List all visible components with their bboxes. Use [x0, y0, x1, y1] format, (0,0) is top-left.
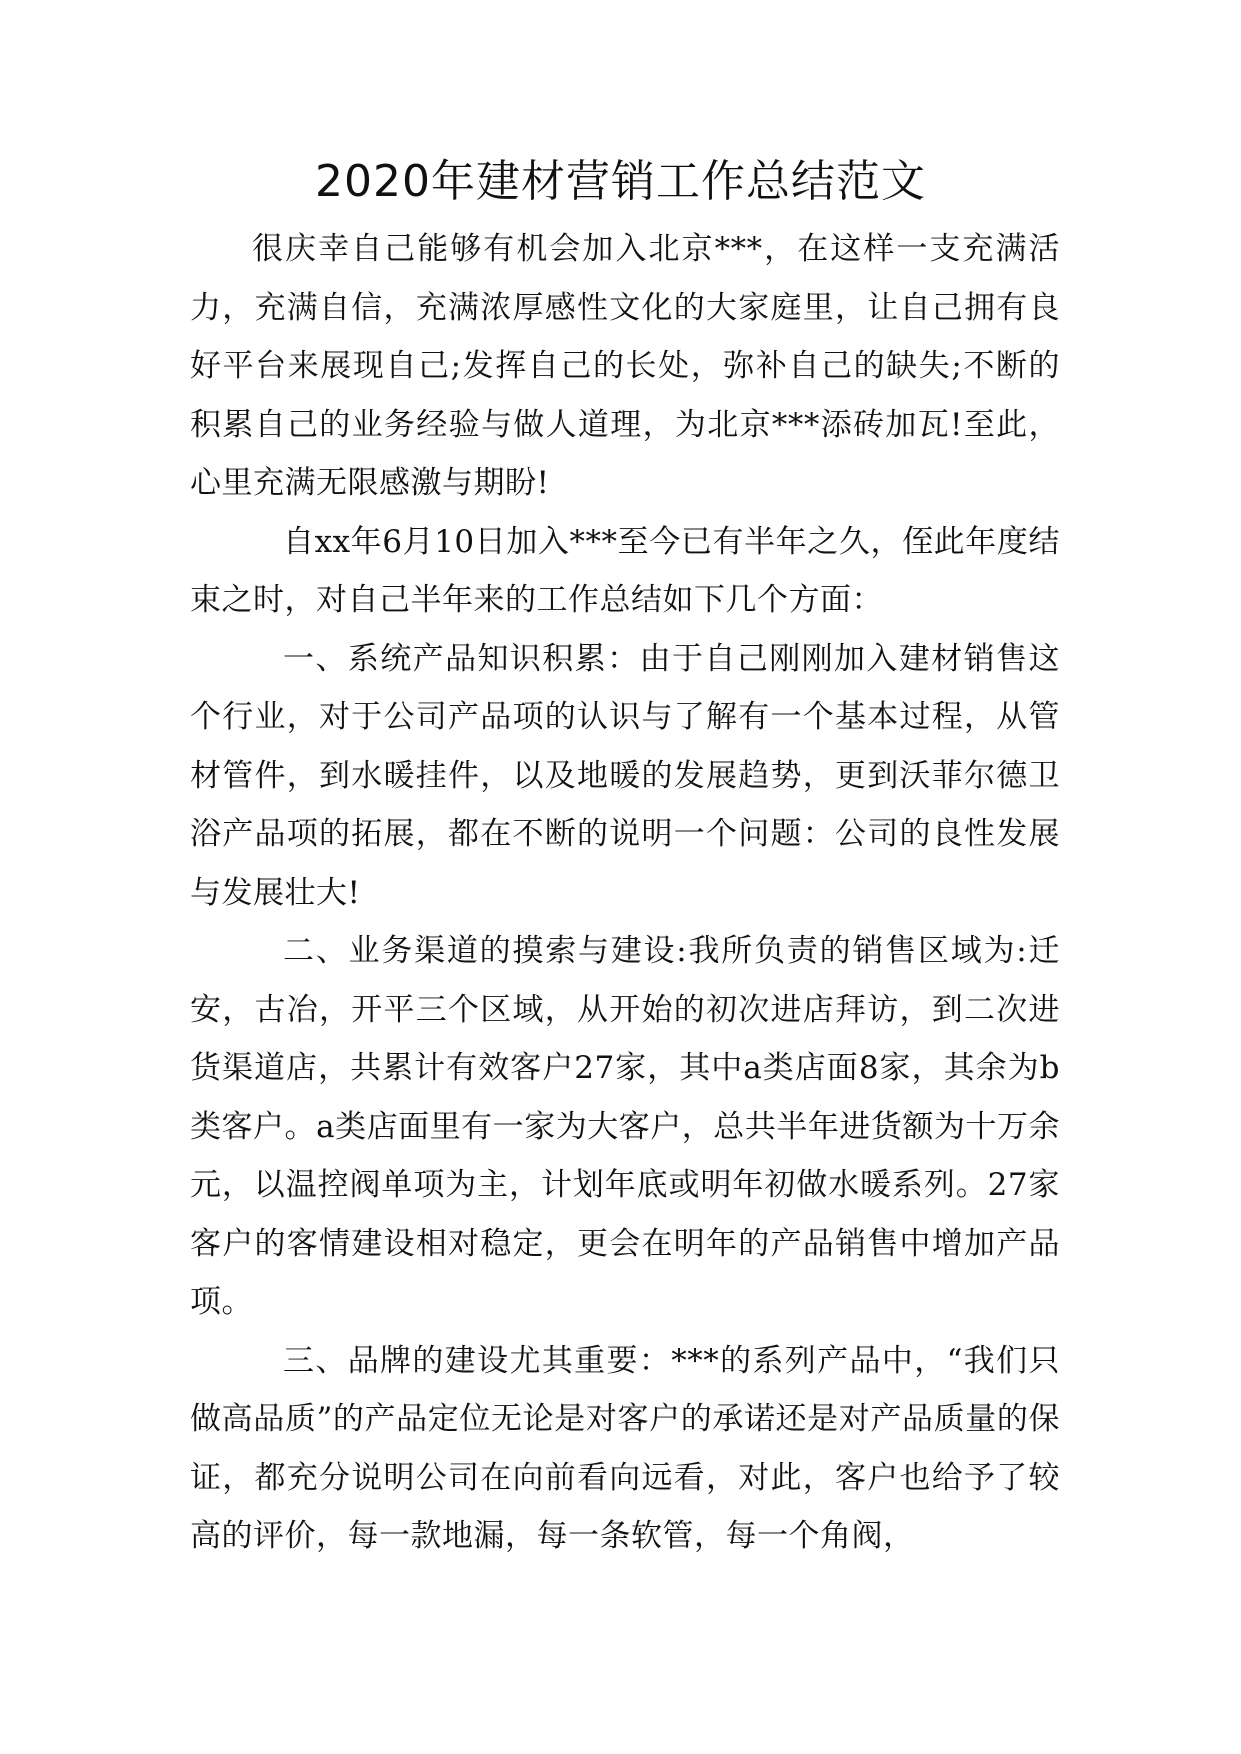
paragraph-summary-lead: 自xx年6月10日加入***至今已有半年之久，侄此年度结束之时，对自己半年来的工作总结如下几个方面： — [190, 523, 1060, 618]
document-title: 2020年建材营销工作总结范文 — [315, 156, 926, 207]
paragraph-section-2: 二、业务渠道的摸索与建设:我所负责的销售区域为:迁安，古冶，开平三个区域，从开始的初次进店拜访，到二次进货渠道店，共累计有效客户27家，其中a类店面8家，其余为b类客户。a类店面里有一家为大客户，总共半年进货额为十万余元，以温控阀单项为主，计划年底或明年初做水暖系列。27家客户的客情建设相对稳定，更会在明年的产品销售中增加产品项。 — [190, 933, 1060, 1320]
paragraph-section-3: 三、品牌的建设尤其重要：***的系列产品中，“我们只做高品质”的产品定位无论是对客户的承诺还是对产品质量的保证，都充分说明公司在向前看向远看，对此，客户也给予了较高的评价，每一款地漏，每一条软管，每一个角阀， — [190, 1342, 1060, 1554]
paragraph-section-1: 一、系统产品知识积累：由于自己刚刚加入建材销售这个行业，对于公司产品项的认识与了解有一个基本过程，从管材管件，到水暖挂件，以及地暖的发展趋势，更到沃菲尔德卫浴产品项的拓展，都在不断的说明一个问题：公司的良性发展与发展壮大! — [190, 640, 1060, 911]
document-body — [190, 220, 1060, 1566]
paragraph-intro: 很庆幸自己能够有机会加入北京***，在这样一支充满活力，充满自信，充满浓厚感性文化的大家庭里，让自己拥有良好平台来展现自己;发挥自己的长处，弥补自己的缺失;不断的积累自己的业务经验与做人道理，为北京***添砖加瓦!至此，心里充满无限感激与期盼! — [190, 231, 1060, 501]
